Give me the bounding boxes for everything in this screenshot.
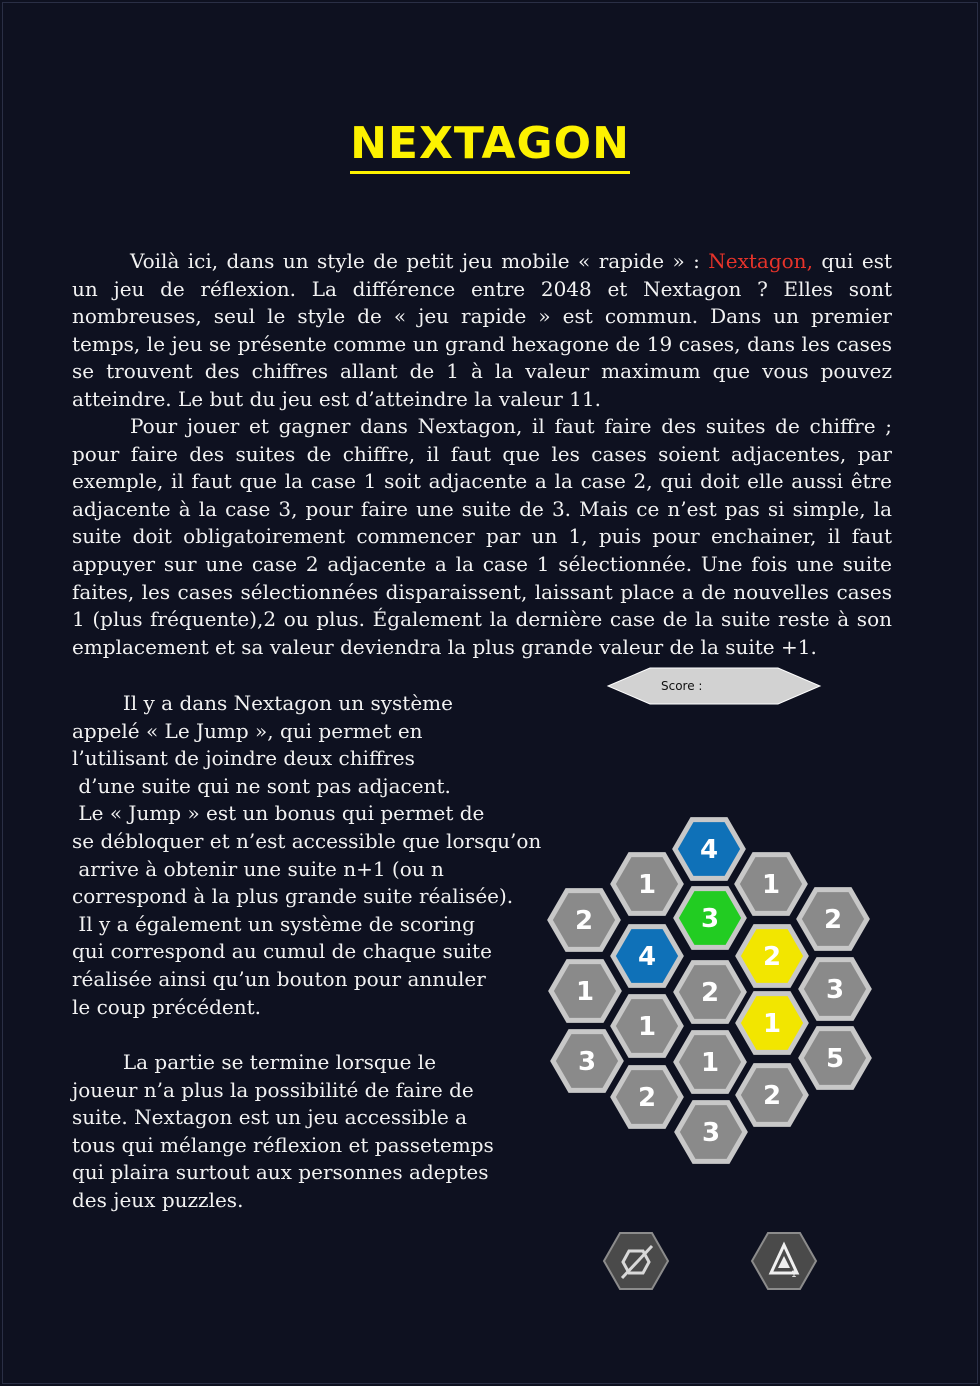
hex-cell-value: 1 — [637, 870, 657, 900]
hex-cell[interactable] — [738, 994, 806, 1053]
hex-cell[interactable] — [550, 891, 618, 950]
score-label: Score : — [661, 679, 703, 693]
hex-cell-value: 2 — [762, 1081, 782, 1111]
hex-cell[interactable] — [738, 927, 806, 986]
hex-cell-value: 3 — [577, 1047, 597, 1077]
hex-cell-value: 2 — [823, 905, 843, 935]
game-name-highlight: Nextagon, — [708, 249, 813, 273]
hex-cell-value: 1 — [575, 977, 595, 1007]
intro-text-after: qui est un jeu de réflexion. La différence entre 2048 et Nextagon ? Elles sont nombreuses, seul le style de « jeu rapide » est commun. Dans un premier temps, le jeu se présente comme un grand hexagone de 19 cases, dans les cases se trouvent des chiffres allant de 1 à la valeur maximum que vous pouvez atteindre. Le but du jeu est d’atteindre la valeur 11. — [72, 249, 892, 411]
hex-cell-value: 5 — [825, 1044, 845, 1074]
hex-cell-value: 1 — [637, 1012, 657, 1042]
hex-cell[interactable] — [801, 1029, 869, 1088]
hex-cell[interactable] — [801, 960, 869, 1019]
page-title: NEXTAGON — [0, 118, 980, 169]
jump-line: le coup précédent. — [72, 994, 262, 1019]
score-bar-shape — [608, 668, 820, 704]
hex-cell-value: 1 — [700, 1048, 720, 1078]
ending-line: qui plaira surtout aux personnes adeptes — [72, 1160, 489, 1185]
hex-cell-value: 2 — [637, 1083, 657, 1113]
ending-line: des jeux puzzles. — [72, 1187, 244, 1212]
hex-cell[interactable] — [675, 820, 743, 879]
hex-cell[interactable] — [613, 1068, 681, 1127]
hex-cell-value: 1 — [761, 870, 781, 900]
hex-cell-value: 4 — [699, 835, 719, 865]
hex-cell[interactable] — [553, 1032, 621, 1091]
ending-line: joueur n’a plus la possibilité de faire de — [72, 1077, 474, 1102]
hex-cell[interactable] — [676, 963, 744, 1022]
hex-cell-value: 3 — [700, 904, 720, 934]
undo-button[interactable] — [604, 1233, 668, 1289]
ending-line: suite. Nextagon est un jeu accessible a — [72, 1105, 468, 1130]
hex-cell[interactable] — [676, 889, 744, 948]
jump-line: réalisée ainsi qu’un bouton pour annuler — [72, 966, 486, 991]
jump-line: appelé « Le Jump », qui permet en — [72, 718, 423, 743]
hex-cell-value: 2 — [762, 942, 782, 972]
hex-cell-value: 3 — [701, 1118, 721, 1148]
svg-text:1: 1 — [791, 1270, 797, 1280]
hex-cell-value: 1 — [762, 1009, 782, 1039]
hex-cell[interactable] — [613, 997, 681, 1056]
jump-line: se débloquer et n’est accessible que lorsqu’on — [72, 828, 542, 853]
jump-line: qui correspond au cumul de chaque suite — [72, 939, 492, 964]
jump-line: Il y a dans Nextagon un système — [72, 691, 453, 715]
score-bar — [608, 668, 820, 704]
jump-line: d’une suite qui ne sont pas adjacent. — [72, 773, 451, 798]
jump-line: Il y a également un système de scoring — [72, 911, 475, 936]
jump-line: l’utilisant de joindre deux chiffres — [72, 746, 415, 771]
ending-line: La partie se termine lorsque le — [72, 1050, 437, 1074]
hex-board — [550, 820, 869, 1162]
hex-cell[interactable] — [613, 927, 681, 986]
hex-cell[interactable] — [676, 1033, 744, 1092]
hex-cell[interactable] — [677, 1103, 745, 1162]
jump-line: Le « Jump » est un bonus qui permet de — [72, 801, 485, 826]
hex-cell-value: 2 — [574, 906, 594, 936]
hex-cell-value: 4 — [637, 942, 657, 972]
hex-cell[interactable] — [551, 962, 619, 1021]
hex-cell[interactable] — [613, 855, 681, 914]
hex-cell[interactable] — [799, 890, 867, 949]
hex-cell[interactable] — [738, 1066, 806, 1125]
hex-cell-value: 2 — [700, 978, 720, 1008]
hex-cell[interactable] — [737, 855, 805, 914]
jump-button[interactable] — [752, 1233, 816, 1289]
jump-line: arrive à obtenir une suite n+1 (ou n — [72, 856, 444, 881]
rules-text: Pour jouer et gagner dans Nextagon, il faut faire des suites de chiffre ; pour faire des suites de chiffre, il faut que les cases soient adjacentes, par exemple, il faut que la case 1 soit adjacente a la case 2, qui doit elle aussi être adjacente à la case 3, pour faire une suite de 3. Mais ce n’est pas si simple, la suite doit obligatoirement commencer par un 1, puis pour enchainer, il faut appuyer sur une case 2 adjacente a la case 1 sélectionnée. Une fois une suite faites, les cases sélectionnées disparaissent, laissant place a de nouvelles cases 1 (plus fréquente),2 ou plus. Également la dernière case de la suite reste à son emplacement et sa valeur deviendra la plus grande valeur de la suite +1. — [72, 414, 892, 659]
jump-line: correspond à la plus grande suite réalisée). — [72, 884, 514, 909]
intro-text-before: Voilà ici, dans un style de petit jeu mobile « rapide » : — [130, 249, 709, 273]
ending-line: tous qui mélange réflexion et passetemps — [72, 1132, 494, 1157]
hex-cell-value: 3 — [825, 975, 845, 1005]
